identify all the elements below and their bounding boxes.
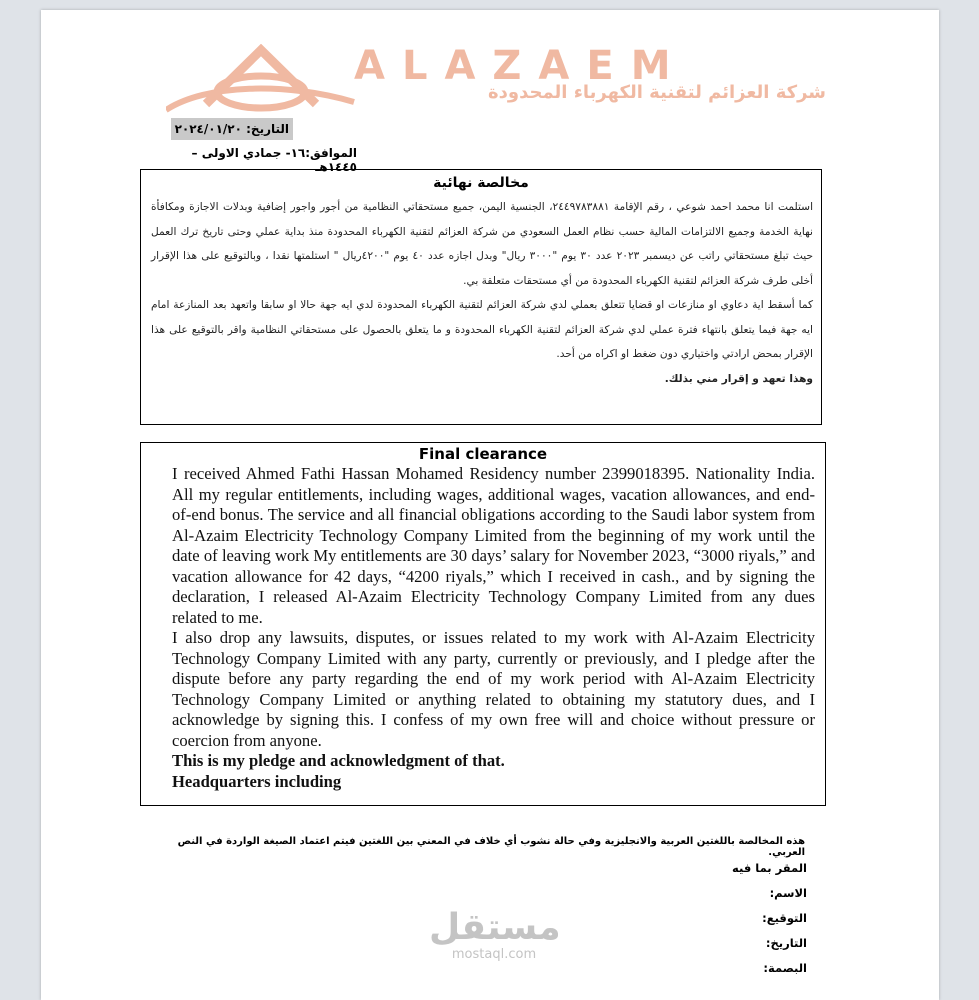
english-body xyxy=(141,464,825,792)
english-hq: Headquarters including xyxy=(172,771,342,791)
english-pledge: This is my pledge and acknowledgment of that. xyxy=(172,751,505,770)
watermark-main: مستقل xyxy=(429,907,561,948)
company-logo xyxy=(166,44,866,118)
date-label: التاريخ: xyxy=(765,936,807,950)
english-paragraph-2: I also drop any lawsuits, disputes, or issues related to my work with Al-Azaim Electricity Technology Company Limited with any party, currently or previously, and I pledge after the dispute before any party regarding the end of my work period with Al-Azaim Electricity Technology Company Limited or anything related to obtaining my statutory dues, and I acknowledge by signing this. I confess of my own free will and choice without pressure or coercion from anyone. xyxy=(172,628,815,750)
logo-emblem-icon xyxy=(166,44,356,118)
english-title: Final clearance xyxy=(418,445,548,463)
logo-name: ALAZAEM xyxy=(354,43,688,89)
arabic-body xyxy=(141,195,821,391)
arabic-paragraph-2: كما أسقط اية دعاوي او منازعات او قضايا تتعلق بعملي لدي شركة العزائم لتقنية الكهرباء المحدودة لدي ايه جهة حالا او سابقا واتعهد بعد المنازعة امام ايه جهة فيما يتعلق بانتهاء فترة عملي لدي شركة العزائم لتقنية الكهرباء المحدودة و ما يتعلق بالحصول على مستحقاتي النظامية واقر بالتوقيع على هذا الإقرار بمحض ارادتي واختياري دون ضغط او اكراه من أحد. xyxy=(151,299,813,360)
arabic-title: مخالصة نهائية xyxy=(433,175,529,191)
arabic-closing: وهذا تعهد و إقرار مني بذلك. xyxy=(664,372,813,385)
document-page xyxy=(41,10,939,1000)
watermark-sub: mostaql.com xyxy=(451,947,537,962)
name-label: الاسم: xyxy=(769,886,807,900)
acknowledge-label: المقر بما فيه xyxy=(732,861,807,875)
signature-label: التوقيع: xyxy=(762,911,807,925)
signature-block xyxy=(641,856,807,981)
logo-subtitle: شركة العزائم لتقنية الكهرباء المحدودة xyxy=(488,82,826,103)
fingerprint-label: البصمة: xyxy=(763,961,807,975)
arabic-paragraph-1: استلمت انا محمد احمد شوعي ، رقم الإقامة ٢٤٤٩٧٨٣٨٨١، الجنسية اليمن، جميع مستحقاتي النظامية من أجور واجور إضافية وبدلات الاجازة ومكافأة نهاية الخدمة وجميع الالتزامات المالية حسب نظام العمل السعودي من شركة العزائم لتقنية الكهرباء المحدودة منذ بداية عملي وحتى تاريخ ترك العمل حيث تبلغ مستحقاتي راتب عن ديسمبر ٢٠٢٣ عدد ٣٠ يوم "٣٠٠٠ ريال" وبدل اجازه عدد ٤٠ يوم "٤٢٠٠ريال " استلمتها نقدا ، وبالتوقيع على هذا الإقرار أخلى طرف شركة العزائم لتقنية الكهرباء المحدودة من أي مستحقات متعلقة بي. xyxy=(151,201,814,287)
arabic-clearance-box xyxy=(140,169,822,425)
english-paragraph-1: I received Ahmed Fathi Hassan Mohamed Residency number 2399018395. Nationality India. All my regular entitlements, including wages, additional wages, vacation allowances, and end-of-end bonus. The service and all financial obligations according to the Saudi labor system from Al-Azaim Electricity Technology Company Limited from the beginning of my work until the date of leaving work My entitlements are 30 days’ salary for November 2023, “3000 riyals,” and vacation allowance for 42 days, “4200 riyals,” which I received in cash., and by signing the declaration, I released Al-Azaim Electricity Technology Company Limited from any dues related to me. xyxy=(172,464,815,627)
language-note: هذه المخالصة باللغتين العربية والانجليزية وفي حالة نشوب أي خلاف في المعني بين اللغتين فيتم اعتماد الصيغة الواردة في النص العربي. xyxy=(177,836,805,858)
hijri-date: الموافق:١٦- جمادي الاولى – ١٤٤٥هـ xyxy=(191,146,357,174)
document-date: التاريخ: ٢٠٢٤/٠١/٢٠ xyxy=(171,118,293,140)
mostaql-watermark xyxy=(429,908,559,962)
english-clearance-box xyxy=(140,442,826,806)
